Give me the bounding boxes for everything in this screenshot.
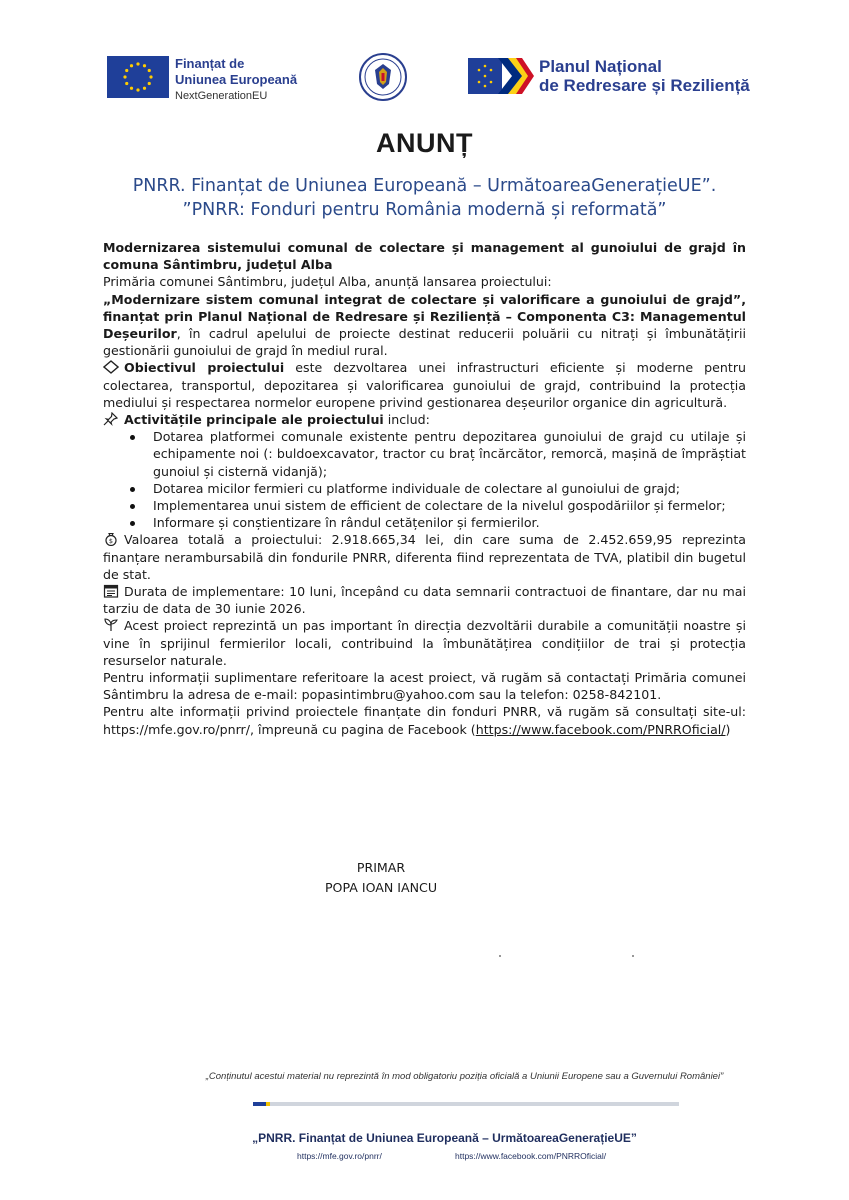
eu-star-icon xyxy=(130,64,133,67)
eu-star-icon xyxy=(148,82,151,85)
project-name: „Modernizare sistem comunal integrat de colectare și valorificare a gunoiului de grajd”, finanțat prin Planul Național de Redresare și Reziliență – Componenta C3: Managementul Deșeurilor xyxy=(103,291,746,342)
objective-label: Obiectivul proiectului xyxy=(124,360,285,376)
romanian-government-crest-icon xyxy=(358,52,408,102)
signature-name: POPA IOAN IANCU xyxy=(324,880,438,895)
announcement-body xyxy=(103,239,746,738)
eu-star-icon xyxy=(125,69,128,72)
list-item: Implementarea unui sistem de efficient de colectare de la nivelul gospodăriilor și fermelor; xyxy=(153,497,746,514)
calendar-icon xyxy=(103,584,119,598)
page-title: ANUNȚ xyxy=(376,128,473,158)
project-description xyxy=(103,291,746,360)
pushpin-icon xyxy=(103,412,119,426)
list-item: Dotarea platformei comunale existente pentru depozitarea gunoiului de grajd cu utilaje și echipamente noi (: buldoexcavator, tractor cu braț încărcător, remorcă, mașină de împrăștiat gunoiul și cisternă vidanjă); xyxy=(153,428,746,480)
activities-paragraph xyxy=(103,411,746,428)
eu-star-icon xyxy=(143,87,146,90)
eu-star-icon xyxy=(136,88,139,91)
project-call-text: , în cadrul apelului de proiecte destinat reducerii poluării cu nitrați și îmbunătățirii gestionării gunoiului de grajd în mediul rural. xyxy=(103,326,746,359)
activities-label: Activitățile principale ale proiectului xyxy=(124,412,384,428)
duration-text: Durata de implementare: 10 luni, începând cu data semnarii contractuoi de finantare, dar nu mai tarziu de data de 30 iunie 2026. xyxy=(103,584,746,617)
project-heading: Modernizarea sistemului comunal de colectare și management al gunoiului de grajd în comuna Sântimbru, județul Alba xyxy=(103,240,746,273)
subtitle-line-1: PNRR. Finanțat de Uniunea Europeană – UrmătoareaGenerațieUE”. xyxy=(132,176,717,196)
impact-paragraph xyxy=(103,617,746,669)
contact-paragraph: Pentru informații suplimentare referitoare la acest proiect, vă rugăm să contactați Primăria comunei Sântimbru la adresa de e-mail: popasintimbru@yahoo.com sau la telefon: 0258-842101. xyxy=(103,670,746,703)
money-bag-icon xyxy=(103,532,119,546)
subtitle-line-2: ”PNRR: Fonduri pentru România modernă și reformată” xyxy=(182,200,667,220)
facebook-link[interactable]: https://www.facebook.com/PNRROficial/ xyxy=(475,721,726,737)
activities-list xyxy=(103,428,746,531)
more-info-text: Pentru alte informații privind proiectele finanțate din fonduri PNRR, vă rugăm să consultați site-ul: https://mfe.gov.ro/pnrr/, împreună cu pagina de Facebook ( xyxy=(103,704,746,737)
seedling-icon xyxy=(103,618,119,632)
eu-star-icon xyxy=(136,62,139,65)
eu-flag-logo xyxy=(107,56,169,98)
list-item: Dotarea micilor fermieri cu platforme individuale de colectare al gunoiului de grajd; xyxy=(153,480,746,497)
diamond-icon xyxy=(103,360,119,374)
eu-funding-label xyxy=(175,56,297,104)
footer-mfe-link[interactable]: https://mfe.gov.ro/pnrr/ xyxy=(297,1151,382,1161)
eu-star-icon xyxy=(123,75,126,78)
more-info-close: ) xyxy=(725,721,731,737)
objective-paragraph xyxy=(103,359,746,411)
pnrr-program-label xyxy=(539,57,750,95)
intro-text: Primăria comunei Sântimbru, județul Alba, anunță lansarea proiectului: xyxy=(103,274,552,290)
eu-star-icon xyxy=(130,87,133,90)
svg-text:$: $ xyxy=(108,537,114,546)
signature-title: PRIMAR xyxy=(356,860,406,875)
footer-facebook-link[interactable]: https://www.facebook.com/PNRROficial/ xyxy=(455,1151,607,1161)
eu-star-icon xyxy=(143,64,146,67)
objective-text: este dezvoltarea unei infrastructuri eficiente și moderne pentru colectarea, transportul, depozitarea și valorificarea gunoiului de grajd, contribuind la protecția mediului și respectarea normelor europene privind gestionarea deșeurilor organice din agricultură. xyxy=(103,360,747,410)
impact-text: Acest proiect reprezintă un pas important în direcția dezvoltării durabile a comunității noastre și vine în sprijinul fermierilor locali, contribuind la îmbunătățirea condițiilor de trai și protecția resurselor naturale. xyxy=(103,618,746,668)
eu-star-icon xyxy=(148,69,151,72)
value-paragraph xyxy=(103,531,746,583)
eu-line-3: NextGenerationEU xyxy=(175,90,268,102)
footer-divider-bar xyxy=(253,1102,679,1106)
more-info-paragraph xyxy=(103,703,746,737)
duration-paragraph xyxy=(103,583,746,617)
eu-line-2: Uniunea Europeană xyxy=(175,72,298,87)
eu-line-1: Finanțat de xyxy=(175,56,245,71)
activities-suffix: includ: xyxy=(383,412,430,428)
list-item: Informare și conștientizare în rândul cetățenilor și fermierilor. xyxy=(153,514,746,531)
pnrr-line-1: Planul Național xyxy=(539,57,662,76)
footer-disclaimer: „Conținutul acestui material nu reprezintă în mod obligatoriu poziția oficială a Uniunii Europene sau a Guvernului României” xyxy=(205,1071,724,1082)
eu-star-icon xyxy=(149,75,152,78)
pnrr-line-2: de Redresare și Reziliență xyxy=(539,76,750,95)
footer-title: „PNRR. Finanțat de Uniunea Europeană – UrmătoareaGenerațieUE” xyxy=(252,1131,637,1145)
eu-star-icon xyxy=(125,82,128,85)
value-text: Valoarea totală a proiectului: 2.918.665,34 lei, din care suma de 2.452.659,95 reprezinta finanțare nerambursabilă din fondurile PNRR, diferenta fiind reprezentata de TVA, platibil din bugetul de stat. xyxy=(103,532,746,582)
pnrr-logo-icon xyxy=(468,58,534,94)
